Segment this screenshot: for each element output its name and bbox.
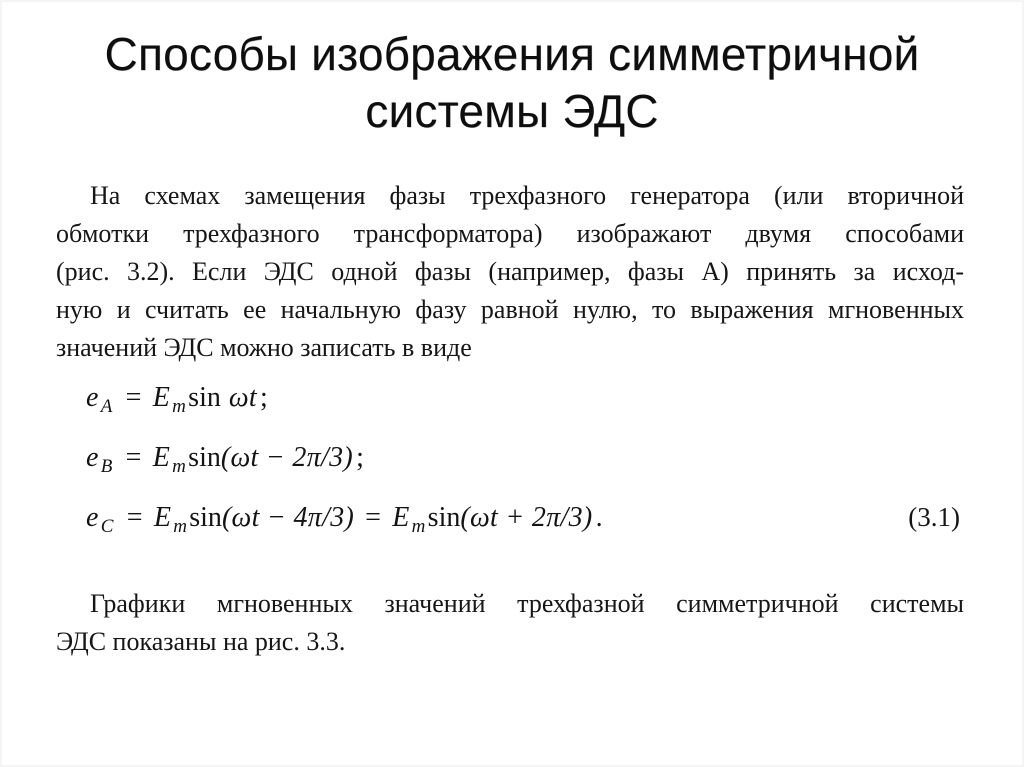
- subscript-m: m: [172, 396, 187, 417]
- title-line-1: Способы изображения симметричной: [104, 28, 920, 80]
- title-line-2: системы ЭДС: [365, 85, 659, 137]
- var-e: e: [86, 382, 99, 413]
- subscript-m: m: [411, 516, 426, 537]
- equals-sign: =: [126, 502, 143, 533]
- var-Em: E: [152, 382, 171, 413]
- var-e: e: [86, 502, 99, 533]
- sin-function: sin: [189, 502, 222, 533]
- subscript-C: C: [100, 516, 114, 537]
- outro-line: ЭДС показаны на рис. 3.3.: [56, 627, 346, 656]
- equation-eC-formula: [86, 502, 603, 537]
- argument: (ωt + 2π/3): [460, 502, 593, 533]
- page-title: [0, 26, 1024, 140]
- argument: (ωt − 2π/3): [220, 442, 354, 473]
- var-Em: E: [392, 502, 410, 533]
- equation-eB: [56, 442, 964, 482]
- sin-function: sin: [188, 382, 221, 413]
- equation-eA: [56, 382, 964, 422]
- var-Em: E: [153, 502, 172, 533]
- sin-function: sin: [427, 502, 461, 533]
- punctuation: .: [595, 502, 603, 533]
- intro-line: обмотки трехфазного трансформатора) изображают двумя способами: [56, 219, 964, 248]
- var-e: e: [86, 442, 99, 473]
- intro-line: (рис. 3.2). Если ЭДС одной фазы (например, фазы А) принять за исход-: [56, 257, 964, 286]
- equations-block: [56, 382, 964, 562]
- subscript-m: m: [173, 516, 188, 537]
- equals-sign: =: [365, 502, 382, 533]
- punctuation: ;: [356, 442, 365, 473]
- punctuation: ;: [260, 382, 269, 413]
- subscript-A: A: [100, 396, 113, 417]
- intro-line: значений ЭДС можно записать в виде: [56, 333, 472, 362]
- equation-eB-formula: [86, 442, 365, 477]
- var-Em: E: [152, 442, 171, 473]
- equation-eC: [56, 502, 964, 542]
- equation-eA-formula: [86, 382, 269, 417]
- sin-function: sin: [188, 442, 221, 473]
- outro-line: Графики мгновенных значений трехфазной симметричной системы: [90, 589, 964, 618]
- intro-line: ную и считать ее начальную фазу равной нулю, то выражения мгновенных: [56, 295, 964, 324]
- equals-sign: =: [125, 442, 142, 473]
- intro-line: На схемах замещения фазы трехфазного генератора (или вторичной: [90, 181, 964, 210]
- equals-sign: =: [125, 382, 142, 413]
- outro-paragraph: [56, 585, 964, 661]
- subscript-m: m: [172, 456, 187, 477]
- intro-paragraph: [56, 177, 964, 367]
- subscript-B: B: [100, 456, 113, 477]
- equation-number: (3.1): [908, 502, 960, 532]
- argument: (ωt − 4π/3): [221, 502, 355, 533]
- argument: ωt: [228, 382, 258, 413]
